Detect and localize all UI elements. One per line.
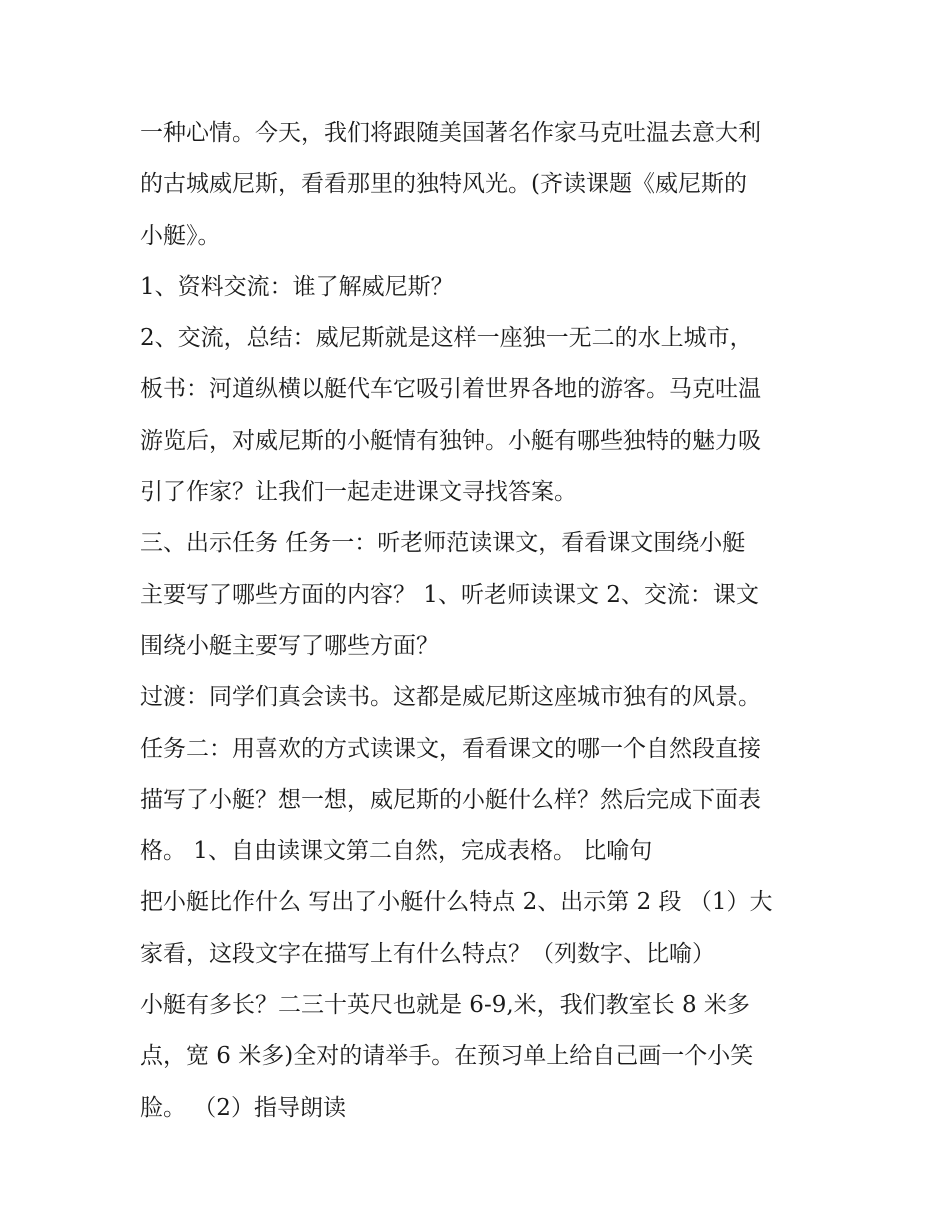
text-line: 的古城威尼斯，看看那里的独特风光。(齐读课题《威尼斯的 (140, 171, 747, 198)
text-line: 三、出示任务 任务一：听老师范读课文，看看课文围绕小艇 (140, 530, 746, 557)
text-line: 1、资料交流：谁了解威尼斯？ (140, 273, 454, 300)
text-line: 围绕小艇主要写了哪些方面？ (140, 632, 439, 659)
text-line: 小艇有多长？二三十英尺也就是 6-9,米，我们教室长 8 米多 (140, 992, 750, 1019)
text-line: 把小艇比作什么 写出了小艇什么特点 2、出示第 2 段 （1）大 (140, 889, 773, 916)
text-line: 板书：河道纵横以艇代车它吸引着世界各地的游客。马克吐温 (140, 376, 761, 403)
text-line: 小艇》。 (140, 222, 221, 249)
text-line: 脸。 （2）指导朗读 (140, 1094, 346, 1121)
text-line: 描写了小艇？想一想，威尼斯的小艇什么样？然后完成下面表 (140, 786, 761, 813)
text-line: 家看，这段文字在描写上有什么特点？（列数字、比喻） (140, 940, 715, 967)
text-line: 引了作家？让我们一起走进课文寻找答案。 (140, 479, 577, 506)
text-line: 2、交流，总结：威尼斯就是这样一座独一无二的水上城市， (140, 325, 753, 352)
text-line: 任务二：用喜欢的方式读课文，看看课文的哪一个自然段直接 (140, 735, 761, 762)
text-line: 一种心情。今天，我们将跟随美国著名作家马克吐温去意大利 (140, 120, 761, 146)
text-line: 游览后，对威尼斯的小艇情有独钟。小艇有哪些独特的魅力吸 (140, 427, 761, 454)
body-text (140, 108, 830, 1134)
text-line: 主要写了哪些方面的内容？ 1、听老师读课文 2、交流：课文 (140, 581, 759, 608)
text-line: 点，宽 6 米多)全对的请举手。在预习单上给自己画一个小笑 (140, 1043, 754, 1070)
text-line: 过渡：同学们真会读书。这都是威尼斯这座城市独有的风景。 (140, 684, 761, 711)
text-line: 格。 1、自由读课文第二自然，完成表格。 比喻句 (140, 838, 653, 865)
